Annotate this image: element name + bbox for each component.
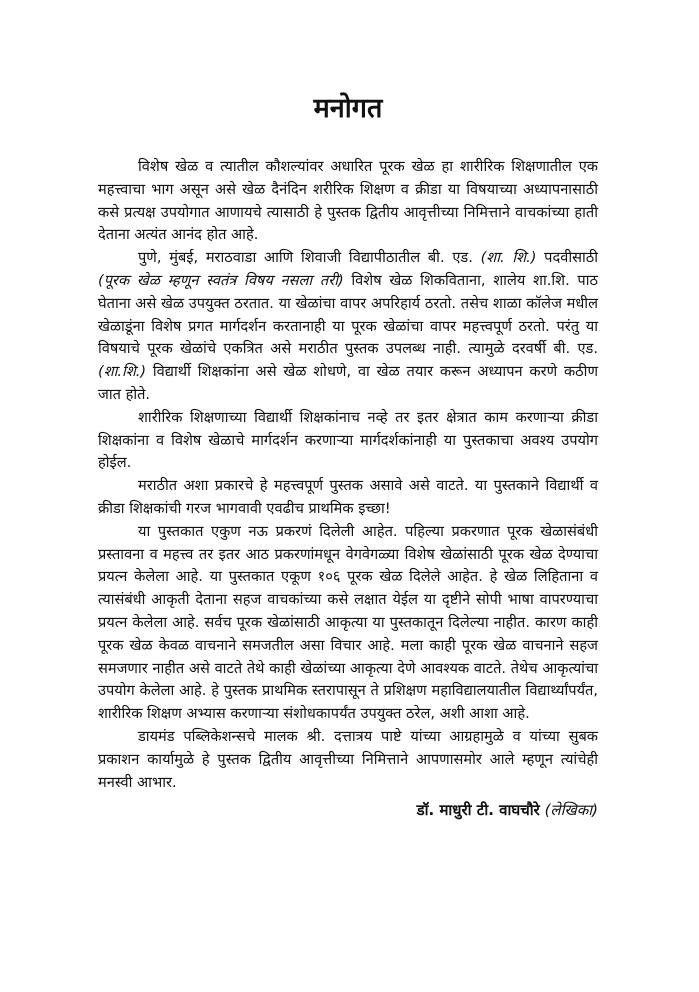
paragraph-universities-italic-1: (शा. शि.) [480, 249, 537, 267]
paragraph-audience: शारीरिक शिक्षणाच्या विद्यार्थी शिक्षकांनाच नव्हे तर इतर क्षेत्रात काम करणाऱ्या क्रीडा शिक्षकांना व विशेष खेळाचे मार्गदर्शन करणाऱ्या मार्गदर्शकांनाही या पुस्तकाचा अवश्य उपयोग होईल. [98, 408, 598, 472]
author-name: डॉ. माधुरी टी. वाघचौरे [416, 801, 540, 820]
paragraph-universities-text-2: पदवीसाठी [544, 249, 599, 267]
paragraph-contents: या पुस्तकात एकुण नऊ प्रकरणं दिलेली आहेत. पहिल्या प्रकरणात पूरक खेळासंबंधी प्रस्तावना व महत्त्व तर इतर आठ प्रकरणांमधून वेगवेगळ्या विशेष खेळांसाठी पूरक खेळ देण्याचा प्रयत्न केलेला आहे. या पुस्तकात एकूण १०६ पूरक खेळ दिलेले आहेत. हे खेळ लिहिताना व त्यासंबंधी आकृती देताना सहज वाचकांच्या कसे लक्षात येईल या दृष्टीने सोपी भाषा वापरण्याचा प्रयत्न केलेला आहे. सर्वच पूरक खेळांसाठी आकृत्या या पुस्तकातून दिलेल्या नाहीत. कारण काही पूरक खेळ केवळ वाचनाने समजतील असा विचार आहे. मला काही पूरक खेळ वाचनाने सहज समजणार नाहीत असे वाटते तेथे काही खेळांच्या आकृत्या देणे आवश्यक वाटते. तेथेच आकृत्यांचा उपयोग केलेला आहे. हे पुस्तक प्राथमिक स्तरापासून ते प्रशिक्षण महाविद्यालयातील विद्यार्थ्यांपर्यंत, शारीरिक शिक्षण अभ्यास करणाऱ्या संशोधकापर्यंत उपयुक्त ठरेल, अशी आशा आहे. [98, 522, 599, 723]
page-title: मनोगत [313, 93, 383, 124]
paragraph-universities-italic-2: (पूरक खेळ म्हणून स्वतंत्र विषय नसला तरी) [98, 271, 344, 289]
paragraph-universities-text-1: पुणे, मुंबई, मराठवाडा आणि शिवाजी विद्यापीठातील बी. एड. [138, 249, 473, 267]
paragraph-universities-italic-3: (शा.शि.) [98, 363, 147, 381]
paragraph-thanks: डायमंड पब्लिकेशन्सचे मालक श्री. दत्तात्रय पाष्टे यांच्या आग्रहामुळे व यांच्या सुबक प्रकाशन कार्यामुळे हे पुस्तक द्वितीय आवृत्तीच्या निमित्ताने आपणासमोर आले म्हणून त्यांचेही मनस्वी आभार. [98, 727, 598, 791]
paragraph-universities-text-3: विशेष खेळ शिकविताना, शालेय शा.शि. पाठ घेताना असे खेळ उपयुक्त ठरतात. या खेळांचा वापर अपरिहार्य ठरतो. तसेच शाळा कॉलेज मधील खेळाडूंना विशेष प्रगत मार्गदर्शन करतानाही या पूरक खेळांचा वापर महत्त्वपूर्ण ठरतो. परंतु या विषयाचे पूरक खेळांचे एकत्रित असे मराठीत पुस्तक उपलब्ध नाही. त्यामुळे दरवर्षी बी. एड. [98, 271, 598, 358]
paragraph-universities [98, 247, 598, 407]
paragraph-intro: विशेष खेळ व त्यातील कौशल्यांवर अधारित पूरक खेळ हा शारीरिक शिक्षणातील एक महत्त्वाचा भाग असून असे खेळ दैनंदिन शरीरिक शिक्षण व क्रीडा या विषयाच्या अध्यापनासाठी कसे प्रत्यक्ष उपयोगात आणायचे त्यासाठी हे पुस्तक द्वितीय आवृत्तीच्या निमित्ताने वाचकांच्या हाती देताना अत्यंत आनंद होत आहे. [98, 158, 598, 244]
author-signature [98, 798, 598, 822]
paragraph-wish: मराठीत अशा प्रकारचे हे महत्त्वपूर्ण पुस्तक असावे असे वाटते. या पुस्तकाने विद्यार्थी व क्रीडा शिक्षकांची गरज भागवावी एवढीच प्राथमिक इच्छा! [98, 477, 598, 517]
author-role: (लेखिका) [544, 801, 598, 820]
paragraph-universities-text-4: विद्यार्थी शिक्षकांना असे खेळ शोधणे, वा खेळ तयार करून अध्यापन करणे कठीण जात होते. [98, 363, 598, 403]
document-page [98, 92, 598, 822]
